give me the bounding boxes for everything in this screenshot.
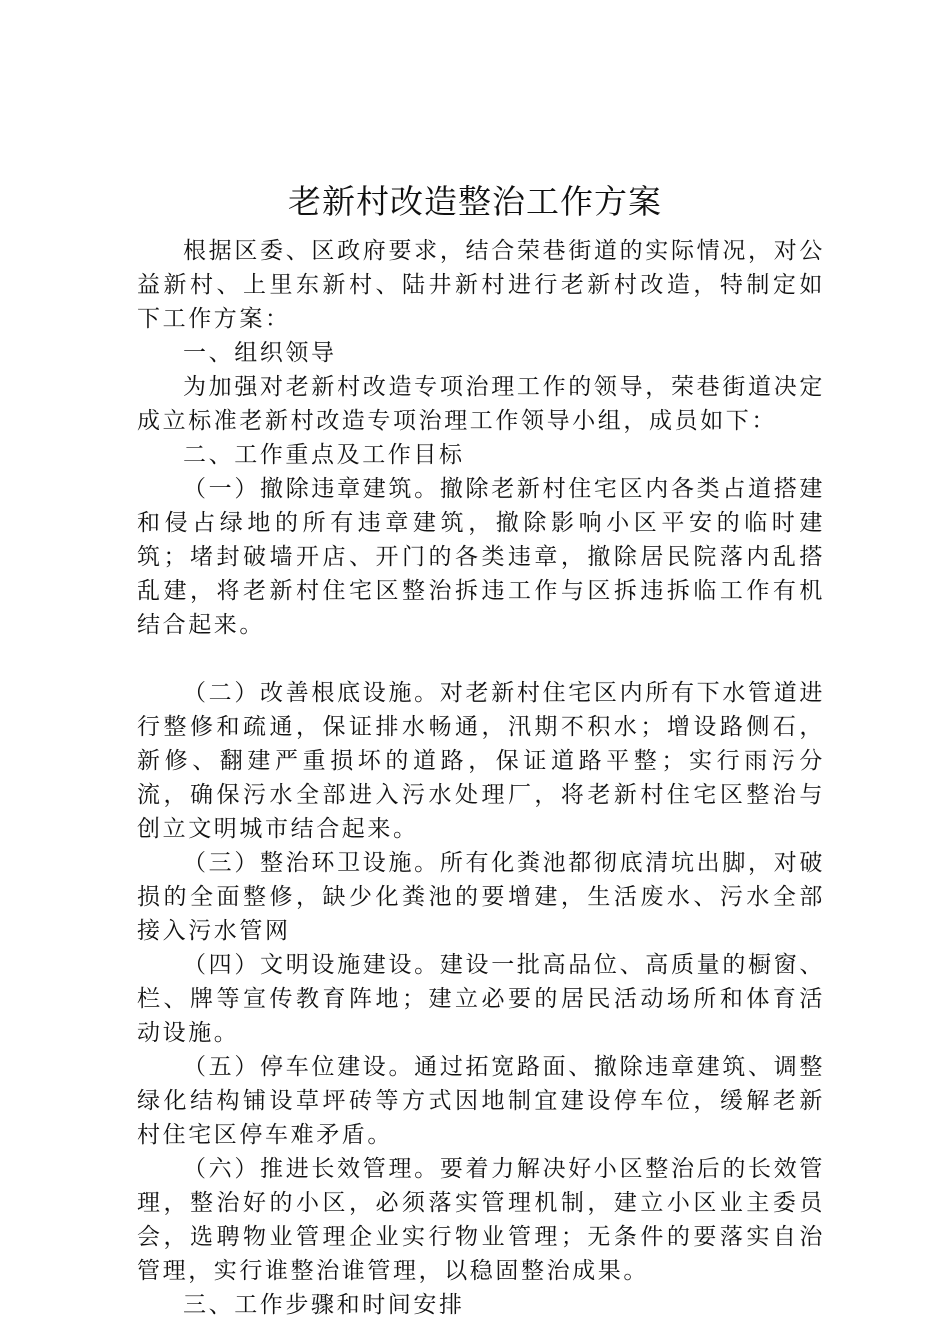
paragraph-item-5: （五）停车位建设。通过拓宽路面、撤除违章建筑、调整绿化结构铺设草坪砖等方式因地制宜建设停车位，缓解老新村住宅区停车难矛盾。	[137, 1054, 825, 1148]
paragraph-item-4: （四）文明设施建设。建设一批高品位、高质量的橱窗、栏、牌等宣传教育阵地；建立必要的居民活动场所和体育活动设施。	[137, 952, 825, 1046]
paragraph-item-6: （六）推进长效管理。要着力解决好小区整治后的长效管理，整治好的小区，必须落实管理机制，建立小区业主委员会，选聘物业管理企业实行物业管理；无条件的要落实自治管理，实行谁整治谁管理，以稳固整治成果。	[137, 1156, 825, 1284]
paragraph-intro: 根据区委、区政府要求，结合荣巷街道的实际情况，对公益新村、上里东新村、陆井新村进行老新村改造，特制定如下工作方案：	[137, 238, 825, 332]
paragraph-item-1: （一）撤除违章建筑。撤除老新村住宅区内各类占道搭建和侵占绿地的所有违章建筑，撤除影响小区平安的临时建筑；堵封破墙开店、开门的各类违章，撤除居民院落内乱搭乱建，将老新村住宅区整治拆违工作与区拆违拆临工作有机结合起来。	[137, 476, 825, 638]
heading-organization: 一、组织领导	[183, 340, 337, 366]
heading-key-goals: 二、工作重点及工作目标	[183, 442, 465, 468]
paragraph-item-3: （三）整治环卫设施。所有化粪池都彻底清坑出脚，对破损的全面整修，缺少化粪池的要增建，生活废水、污水全部接入污水管网	[137, 850, 825, 944]
document-body	[137, 234, 825, 1322]
paragraph-leadership: 为加强对老新村改造专项治理工作的领导，荣巷街道决定成立标准老新村改造专项治理工作领导小组，成员如下：	[137, 374, 825, 434]
document-title: 老新村改造整治工作方案	[288, 182, 662, 221]
paragraph-item-2: （二）改善根底设施。对老新村住宅区内所有下水管道进行整修和疏通，保证排水畅通，汛期不积水；增设路侧石，新修、翻建严重损坏的道路，保证道路平整；实行雨污分流，确保污水全部进入污水处理厂，将老新村住宅区整治与创立文明城市结合起来。	[137, 680, 825, 842]
heading-steps-schedule: 三、工作步骤和时间安排	[183, 1292, 465, 1318]
